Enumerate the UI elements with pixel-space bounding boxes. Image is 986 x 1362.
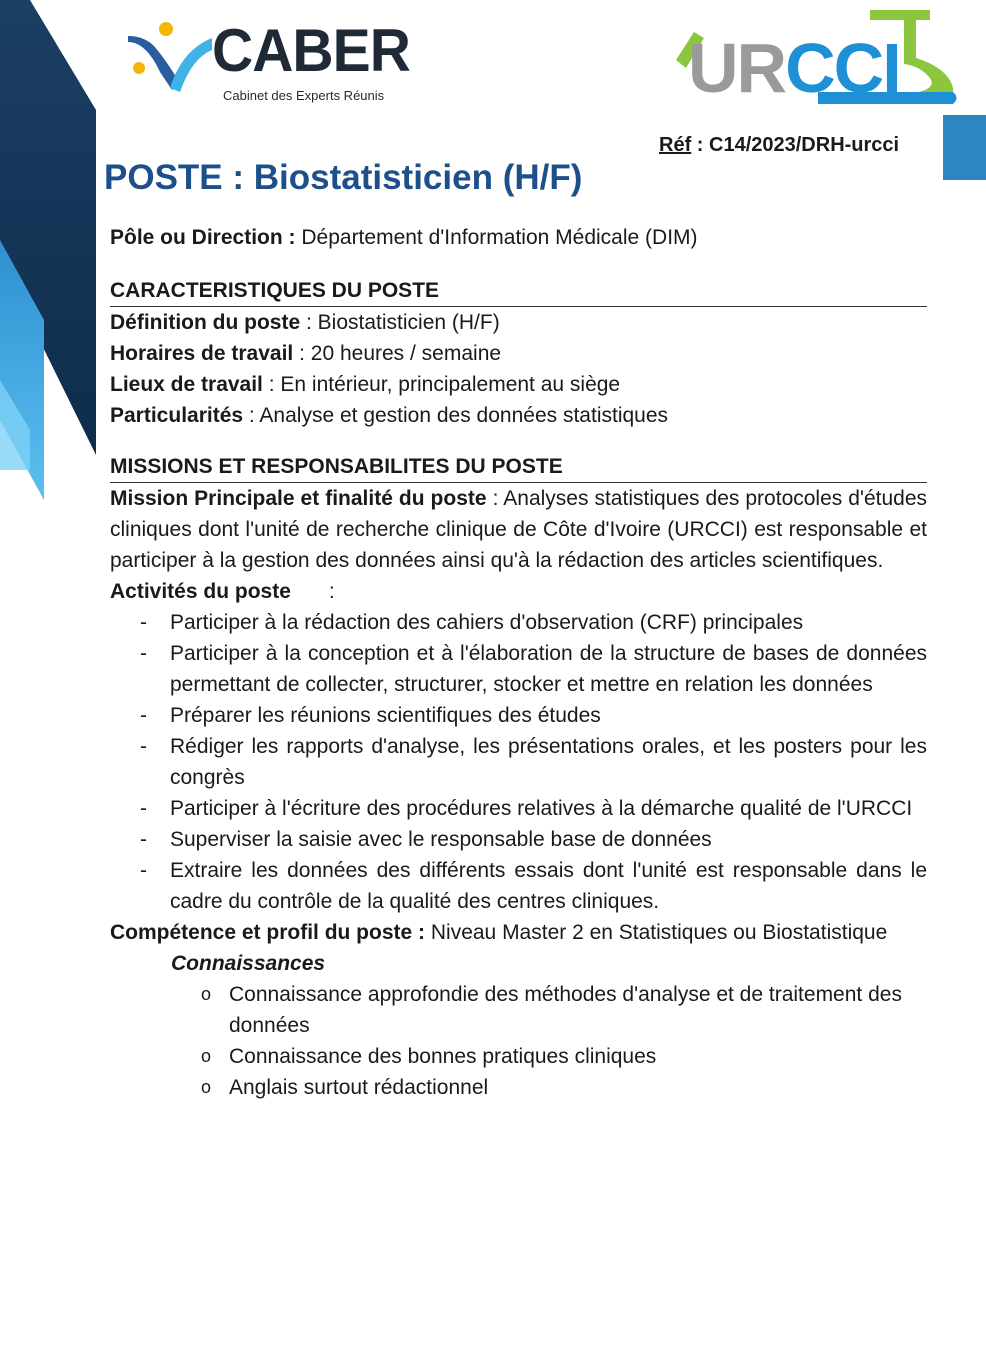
characteristic-value: : En intérieur, principalement au siège: [262, 373, 621, 396]
urcci-logo: [668, 8, 963, 108]
characteristic-row: [110, 307, 927, 338]
urcci-wordmark-blue: CCI: [785, 29, 900, 107]
caber-emblem-icon: [126, 20, 216, 95]
mission-text: : Analyses statistiques des protocoles d'études cliniques dont l'unité de recherche clinique de Côte d'Ivoire (URCCI) est responsable et participer à la gestion des données ainsi qu'à la rédaction des articles scientifiques.: [110, 487, 928, 572]
characteristic-row: [110, 369, 927, 400]
caber-tagline: Cabinet des Experts Réunis: [223, 88, 385, 103]
activities-list: [110, 607, 927, 917]
characteristic-value: : Biostatisticien (H/F): [300, 311, 500, 334]
competence-text: Niveau Master 2 en Statistiques ou Biostatistique: [425, 921, 888, 944]
decorative-side-band: [0, 0, 100, 520]
list-item: - Participer à la conception et à l'élaboration de la structure de bases de données permettant de collecter, structurer, stocker et mettre en relation les données: [170, 638, 927, 700]
page-title: POSTE : Biostatisticien (H/F): [104, 158, 583, 197]
pole-label: Pôle ou Direction :: [110, 226, 302, 249]
list-item: - Superviser la saisie avec le responsable base de données: [170, 824, 927, 855]
characteristic-label: Définition du poste: [110, 311, 301, 334]
mission-paragraph: [110, 483, 927, 576]
characteristic-row: [110, 338, 927, 369]
caber-wordmark: CABER: [212, 17, 410, 84]
decorative-right-tab: [943, 115, 986, 180]
knowledge-heading: Connaissances: [171, 952, 326, 975]
caber-logo: [126, 14, 410, 114]
list-item: - Participer à la rédaction des cahiers d'observation (CRF) principales: [170, 607, 927, 638]
mission-label: Mission Principale et finalité du poste: [110, 487, 487, 510]
competence-label: Compétence et profil du poste :: [110, 921, 426, 944]
competence-paragraph: [110, 917, 927, 948]
pole-line: [110, 222, 927, 253]
job-description: [110, 222, 927, 1103]
reference-label: Réf: [659, 134, 692, 156]
urcci-wordmark: [688, 28, 900, 108]
activities-colon: :: [328, 580, 335, 603]
pole-value: Département d'Information Médicale (DIM): [301, 226, 698, 249]
reference-number: [659, 134, 899, 157]
list-item: - Rédiger les rapports d'analyse, les présentations orales, et les posters pour les congrès: [170, 731, 927, 793]
section-heading-characteristics: CARACTERISTIQUES DU POSTE: [110, 276, 927, 307]
section-heading-missions: MISSIONS ET RESPONSABILITES DU POSTE: [110, 452, 927, 483]
list-item: o Anglais surtout rédactionnel: [229, 1072, 927, 1103]
characteristic-value: : 20 heures / semaine: [293, 342, 502, 365]
list-item: - Participer à l'écriture des procédures relatives à la démarche qualité de l'URCCI: [170, 793, 927, 824]
list-item: - Extraire les données des différents essais dont l'unité est responsable dans le cadre du contrôle de la qualité des centres cliniques.: [170, 855, 927, 917]
knowledge-list: [110, 979, 927, 1103]
characteristic-value: : Analyse et gestion des données statistiques: [243, 404, 669, 427]
activities-heading: [110, 576, 927, 607]
activities-label: Activités du poste: [110, 580, 291, 603]
list-item: o Connaissance des bonnes pratiques cliniques: [229, 1041, 927, 1072]
list-item: o Connaissance approfondie des méthodes d'analyse et de traitement des données: [229, 979, 927, 1041]
characteristic-label: Lieux de travail: [110, 373, 263, 396]
characteristic-row: [110, 400, 927, 431]
characteristic-label: Horaires de travail: [110, 342, 294, 365]
list-item: - Préparer les réunions scientifiques des études: [170, 700, 927, 731]
reference-value: : C14/2023/DRH-urcci: [691, 134, 900, 156]
urcci-wordmark-gray: UR: [688, 29, 786, 107]
characteristic-label: Particularités: [110, 404, 244, 427]
